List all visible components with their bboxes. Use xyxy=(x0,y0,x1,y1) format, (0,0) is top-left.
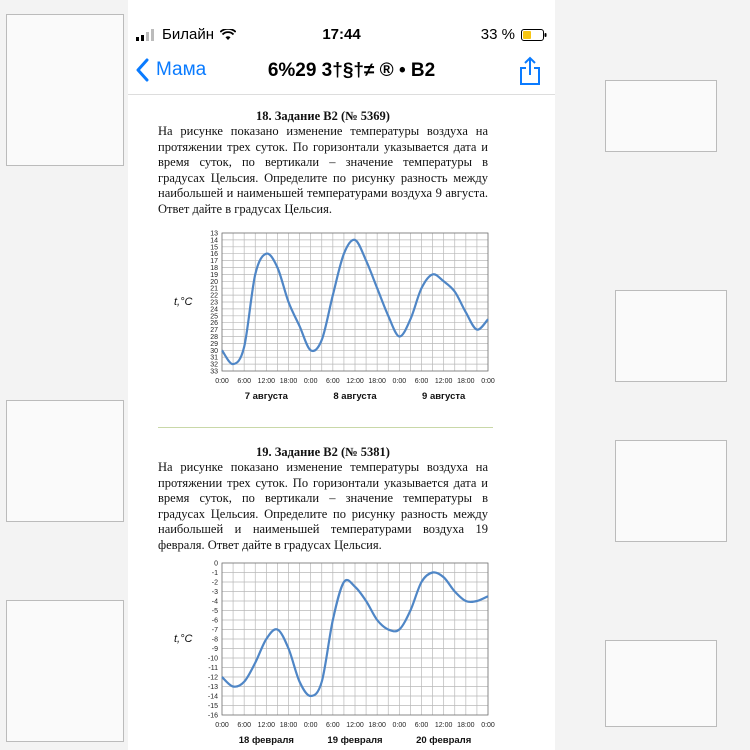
background-page-left xyxy=(0,0,128,750)
x-tick-label: 6:00 xyxy=(414,378,429,385)
y-tick-label: 22 xyxy=(210,292,218,300)
x-tick-label: 0:00 xyxy=(481,378,495,385)
x-tick-label: 0:00 xyxy=(215,378,229,385)
date-label: 9 августа xyxy=(422,391,466,402)
y-tick-label: 19 xyxy=(210,271,218,279)
x-tick-label: 12:00 xyxy=(346,378,364,385)
y-tick-label: 24 xyxy=(210,306,218,314)
x-tick-label: 12:00 xyxy=(257,378,276,385)
clock: 17:44 xyxy=(322,26,361,43)
y-tick-label: 21 xyxy=(210,285,218,293)
y-tick-label: 28 xyxy=(210,334,218,341)
y-axis-label: t,°C xyxy=(174,633,193,645)
y-tick-label: 17 xyxy=(210,258,218,266)
x-tick-label: 0:00 xyxy=(303,378,318,385)
share-icon xyxy=(519,56,541,86)
y-tick-label: -1 xyxy=(211,570,218,577)
y-tick-label: 31 xyxy=(210,354,218,362)
y-tick-label: -5 xyxy=(211,608,218,615)
background-figure xyxy=(6,600,124,742)
background-figure xyxy=(615,440,727,542)
y-tick-label: 30 xyxy=(210,347,218,355)
y-tick-label: 16 xyxy=(210,251,218,259)
battery-percent: 33 % xyxy=(480,26,515,43)
back-button[interactable] xyxy=(136,58,206,82)
y-tick-label: 13 xyxy=(210,230,218,238)
y-tick-label: 25 xyxy=(210,313,218,321)
temperature-chart-february xyxy=(168,557,498,747)
x-tick-label: 0:00 xyxy=(303,722,318,729)
task-heading: 19. Задание B2 (№ 5381) xyxy=(256,445,390,459)
y-tick-label: -16 xyxy=(207,712,218,720)
x-tick-label: 6:00 xyxy=(414,722,429,729)
task-18 xyxy=(158,109,488,217)
y-tick-label: 33 xyxy=(210,368,218,376)
y-tick-label: -14 xyxy=(207,693,218,701)
background-figure xyxy=(615,290,727,382)
y-tick-label: -15 xyxy=(207,703,218,710)
y-tick-label: 27 xyxy=(210,327,218,335)
battery xyxy=(481,26,547,43)
y-axis-label: t,°C xyxy=(174,296,193,308)
date-label: 18 февраля xyxy=(238,735,294,746)
chevron-left-icon xyxy=(136,58,150,82)
x-tick-label: 6:00 xyxy=(237,378,251,385)
date-label: 19 февраля xyxy=(327,735,383,746)
y-tick-label: 15 xyxy=(210,244,218,252)
x-tick-label: 6:00 xyxy=(326,722,340,729)
date-label: 20 февраля xyxy=(416,735,472,746)
y-tick-label: -13 xyxy=(207,684,218,691)
task-text: На рисунке показано изменение температуры воздуха на протяжении трех суток. По горизонтали указывается дата и время суток, по вертикали – значение температуры в градусах Цельсия. Определите по рисунку разность между наибольшей и наименьшей температурами воздуха 9 августа. Ответ дайте в градусах Цельсия. xyxy=(158,124,488,216)
y-tick-label: -12 xyxy=(207,674,218,682)
y-tick-label: -8 xyxy=(211,636,218,644)
background-figure xyxy=(605,640,717,727)
chat-title: 6%29 3†§†≠ ® • B2 xyxy=(267,60,436,81)
x-tick-label: 0:00 xyxy=(392,722,407,729)
x-tick-label: 0:00 xyxy=(392,378,407,385)
x-tick-label: 18:00 xyxy=(279,722,298,729)
share-button[interactable] xyxy=(519,56,541,91)
x-tick-label: 0:00 xyxy=(215,722,229,729)
x-tick-label: 18:00 xyxy=(368,378,386,385)
x-tick-label: 12:00 xyxy=(257,722,276,729)
x-tick-label: 12:00 xyxy=(346,722,364,729)
y-tick-label: -9 xyxy=(211,646,218,653)
back-label: Мама xyxy=(156,59,207,80)
background-figure xyxy=(605,80,717,152)
status-bar xyxy=(128,22,555,48)
x-tick-label: 12:00 xyxy=(434,722,453,729)
y-tick-label: -10 xyxy=(207,655,218,663)
y-tick-label: -2 xyxy=(211,579,218,587)
navigation-bar xyxy=(128,50,555,95)
x-tick-label: 6:00 xyxy=(237,722,251,729)
x-tick-label: 12:00 xyxy=(434,378,453,385)
background-page-right xyxy=(555,0,750,750)
y-tick-label: 26 xyxy=(210,320,218,328)
x-tick-label: 18:00 xyxy=(457,722,475,729)
date-label: 7 августа xyxy=(244,391,288,402)
y-tick-label: -4 xyxy=(211,598,218,606)
phone-screen xyxy=(128,0,555,750)
x-tick-label: 0:00 xyxy=(481,722,495,729)
y-tick-label: -3 xyxy=(211,589,218,596)
temperature-chart-august xyxy=(168,225,498,420)
x-tick-label: 18:00 xyxy=(368,722,386,729)
y-tick-label: -7 xyxy=(211,627,218,634)
task-text: На рисунке показано изменение температуры воздуха на протяжении трех суток. По горизонтали указывается дата и время суток, по вертикали – значение температуры в градусах Цельсия. Определите по рисунку разность между наибольшей и наименьшей температурами воздуха 19 февраля. Ответ дайте в градусах Цельсия. xyxy=(158,460,488,552)
y-tick-label: -11 xyxy=(208,665,218,672)
background-figure xyxy=(6,14,124,166)
y-tick-label: 20 xyxy=(210,278,218,286)
y-tick-label: 29 xyxy=(210,340,218,348)
y-tick-label: -6 xyxy=(211,617,218,625)
carrier-name: Билайн xyxy=(162,26,214,43)
y-tick-label: 14 xyxy=(210,237,218,245)
y-tick-label: 32 xyxy=(210,361,218,369)
background-figure xyxy=(6,400,124,522)
document-image xyxy=(128,95,555,750)
y-tick-label: 23 xyxy=(210,299,218,307)
date-label: 8 августа xyxy=(333,391,377,402)
x-tick-label: 6:00 xyxy=(326,378,340,385)
task-19 xyxy=(158,445,488,553)
y-tick-label: 18 xyxy=(210,265,218,272)
task-heading: 18. Задание B2 (№ 5369) xyxy=(256,109,390,123)
x-tick-label: 18:00 xyxy=(457,378,475,385)
battery-icon xyxy=(521,29,547,41)
y-tick-label: 0 xyxy=(214,560,218,568)
divider xyxy=(158,427,493,428)
x-tick-label: 18:00 xyxy=(279,378,298,385)
